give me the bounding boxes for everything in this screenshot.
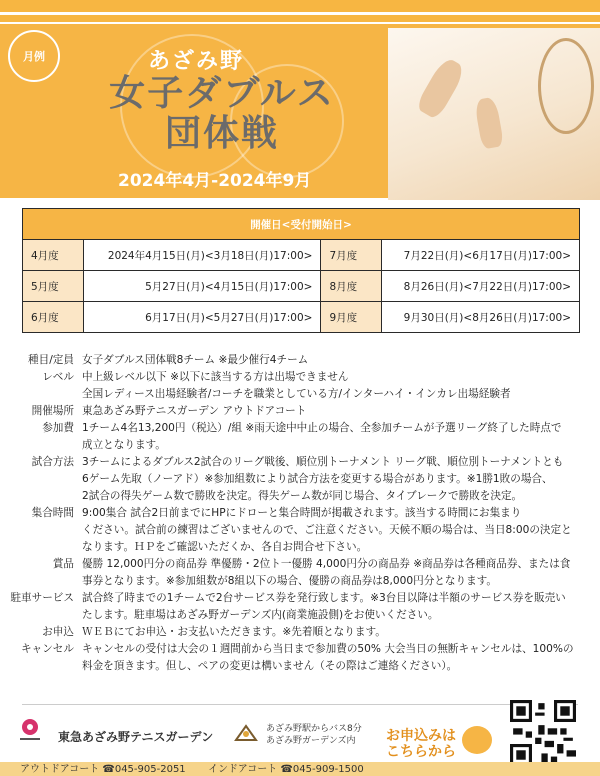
detail-text: ください。試合前の練習はございませんので、ご注意ください。天候不順の場合は、当日8:00の決定と [82, 524, 572, 536]
detail-text: 中上級レベル以下 ※以下に該当する方は出場できません [82, 371, 349, 383]
detail-row [8, 505, 592, 556]
event-period: 2024年4月-2024年9月 [118, 171, 312, 191]
detail-label: 参加費 [42, 422, 74, 434]
detail-text: なります。ＨＰをご確認いただくか、各自お問合せ下さい。 [82, 541, 368, 553]
schedule-table [22, 208, 580, 333]
detail-label: 開催場所 [31, 405, 74, 417]
detail-row [8, 369, 592, 403]
detail-text: 2試合の得失ゲーム数で勝敗を決定。得失ゲーム数が同じ場合、タイブレークで勝敗を決定。 [82, 490, 523, 502]
detail-text: ＷＥＢにてお申込・お支払いただきます。※先着順となります。 [82, 626, 386, 638]
detail-row [8, 403, 592, 420]
detail-text: たします。駐車場はあざみ野ガーデンズ内(商業施設側)をお使いください。 [82, 609, 439, 621]
hand-icon [474, 96, 504, 149]
detail-row [8, 420, 592, 454]
detail-text: 優勝 12,000円分の商品券 準優勝・2位ト一優勝 4,000円分の商品券 ※商品券は各種商品券、または食 [82, 558, 571, 570]
date-cell: 2024年4月15日(月)<3月18日(月)17:00> [84, 240, 321, 271]
monthly-badge: 月例 [8, 30, 60, 82]
tennis-garden-logo-icon [18, 718, 42, 744]
qr-code[interactable] [510, 700, 576, 766]
detail-text: 1チーム4名13,200円（税込）/組 ※雨天途中中止の場合、全参加チームが予選リーグ終了した時点で [82, 422, 562, 434]
access-info [266, 723, 362, 747]
detail-text: 6ゲーム先取（ノーアド）※参加組数により試合方法を変更する場合があります。※1勝1敗の場合、 [82, 473, 553, 485]
table-row [23, 240, 580, 271]
detail-label: 集合時間 [31, 507, 74, 519]
detail-row [8, 641, 592, 675]
title-line: 団体戦 [164, 112, 279, 154]
top-stripe-line [0, 12, 600, 15]
footer-divider [22, 704, 578, 705]
month-cell: 6月度 [23, 302, 84, 333]
tennis-photo [388, 28, 600, 200]
date-cell: 8月26日(月)<7月22日(月)17:00> [382, 271, 580, 302]
detail-row [8, 352, 592, 369]
month-cell: 4月度 [23, 240, 84, 271]
date-cell: 9月30日(月)<8月26日(月)17:00> [382, 302, 580, 333]
contacts [20, 760, 364, 775]
access-line: あざみ野駅からバス8分 [266, 724, 362, 734]
detail-text: 事券となります。※参加組数が8組以下の場合、優勝の商品券は8,000円分となります。 [82, 575, 498, 587]
apply-line: お申込みは [386, 728, 456, 744]
detail-text: 料金を頂きます。但し、ペアの変更は構いません（その際はご連絡ください）。 [82, 660, 458, 672]
detail-text: 東急あざみ野テニスガーデン アウトドアコート [82, 405, 307, 417]
detail-label: キャンセル [21, 643, 74, 655]
date-cell: 5月27日(月)<4月15日(月)17:00> [84, 271, 321, 302]
detail-text: 成立となります。 [82, 439, 166, 451]
title-line: 女子ダブルス [109, 73, 335, 114]
detail-label: レベル [42, 371, 74, 383]
event-location: あざみ野 [148, 49, 245, 74]
top-stripe [0, 0, 600, 22]
azamino-gardens-logo-icon [232, 722, 260, 744]
detail-row [8, 590, 592, 624]
access-line: あざみ野ガーデンズ内 [266, 736, 356, 746]
month-cell: 8月度 [321, 271, 382, 302]
hand-icon [415, 56, 468, 121]
event-title [92, 74, 352, 153]
date-cell: 6月17日(月)<5月27日(月)17:00> [84, 302, 321, 333]
detail-label: 賞品 [52, 558, 74, 570]
month-cell: 7月度 [321, 240, 382, 271]
apply-line: こちらから [386, 744, 456, 760]
detail-text: 女子ダブルス団体戦8チーム ※最少催行4チーム [82, 354, 309, 366]
detail-text: 試合終了時までの1チームで2台サービス券を発行致します。※3台目以降は半額のサービス券を販売い [82, 592, 566, 604]
indoor-phone: インドアコート ☎045-909-1500 [208, 764, 364, 775]
detail-text: 9:00集合 試合2日前までにHPにドローと集合時間が掲載されます。該当する時間にお集まり [82, 507, 522, 519]
outdoor-phone: アウトドアコート ☎045-905-2051 [20, 764, 186, 775]
detail-text: 全国レディース出場経験者/コーチを職業としている方/インターハイ・インカレ出場経験者 [82, 388, 511, 400]
table-row [23, 302, 580, 333]
detail-label: 駐車サービス [10, 592, 74, 604]
table-row [23, 271, 580, 302]
detail-text: 3チームによるダブルス2試合のリーグ戦後、順位別トーナメント リーグ戦、順位別トーナメントとも [82, 456, 564, 468]
detail-label: 種目/定員 [28, 354, 74, 366]
schedule-heading: 開催日<受付開始日> [23, 209, 580, 240]
event-details [8, 352, 592, 675]
date-cell: 7月22日(月)<6月17日(月)17:00> [382, 240, 580, 271]
detail-label: お申込 [42, 626, 74, 638]
apply-cta[interactable] [386, 728, 456, 760]
detail-label: 試合方法 [31, 456, 74, 468]
month-cell: 9月度 [321, 302, 382, 333]
detail-row [8, 556, 592, 590]
month-cell: 5月度 [23, 271, 84, 302]
brand-name: 東急あざみ野テニスガーデン [58, 730, 214, 744]
pointing-hand-icon [462, 726, 492, 754]
detail-row [8, 454, 592, 505]
racket-icon [538, 38, 594, 134]
detail-text: キャンセルの受付は大会の１週間前から当日まで参加費の50% 大会当日の無断キャンセルは、100%の [82, 643, 574, 655]
detail-row [8, 624, 592, 641]
